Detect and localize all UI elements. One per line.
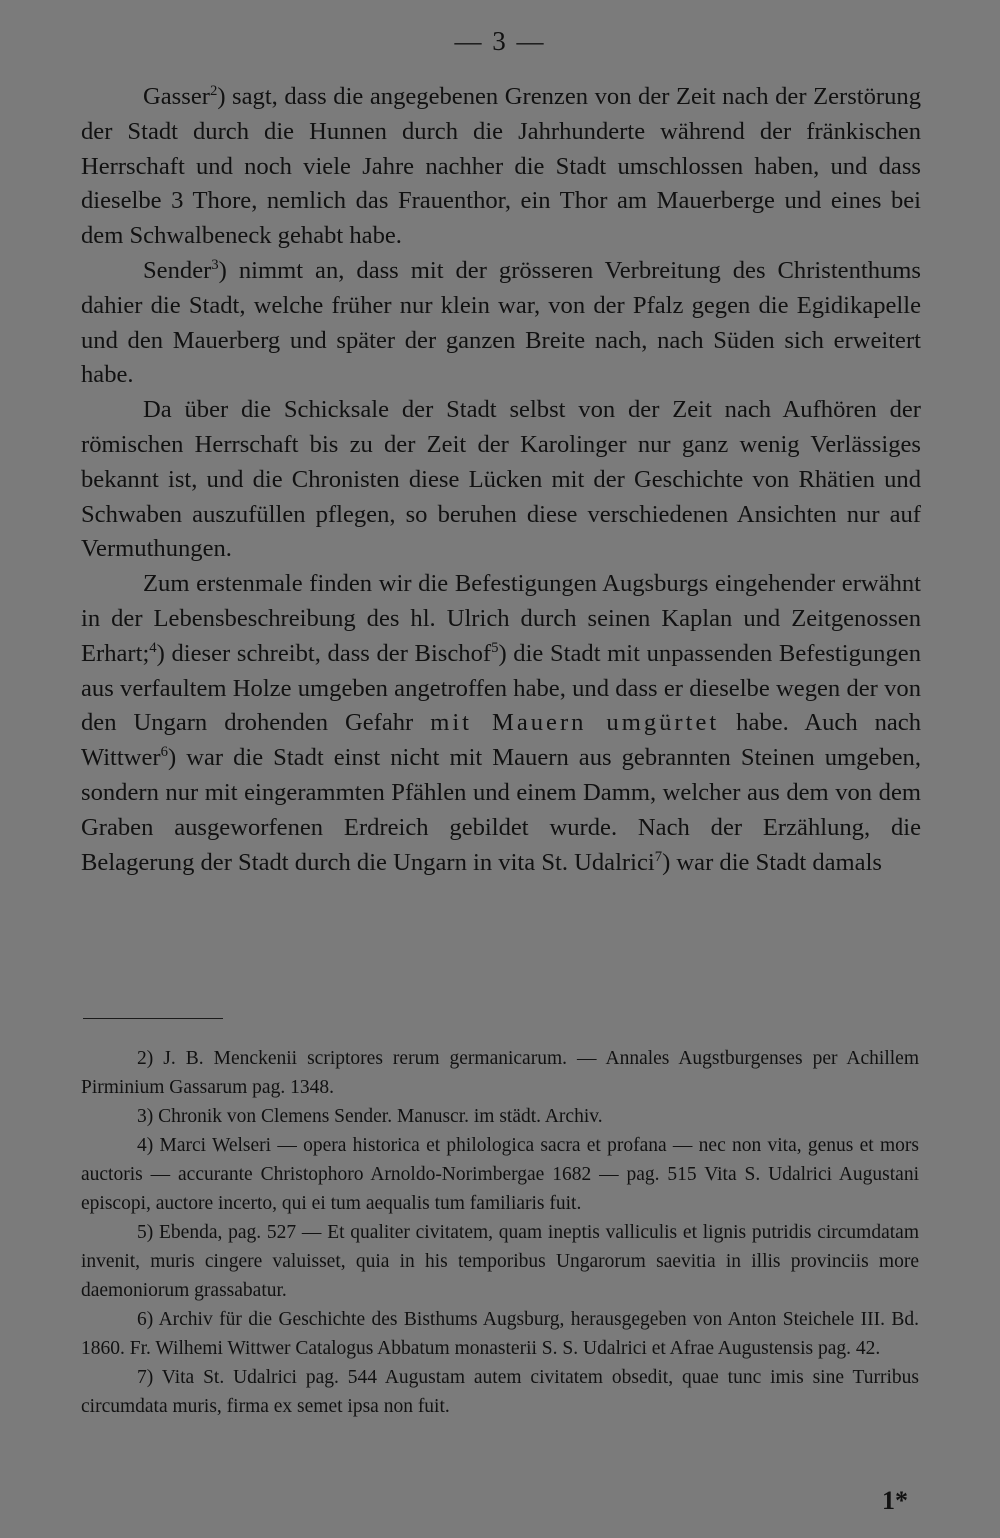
text-segment: Gasser <box>143 83 210 110</box>
footnote-ref-3: 3 <box>211 257 219 274</box>
text-segment: ) dieser schreibt, dass der Bischof <box>156 639 492 667</box>
text-segment: Sender <box>143 256 212 284</box>
text-segment: Zum erstenmale finden wir die Befestigungen Augsburgs eingehender erwähnt in der Lebensbeschreibung des hl. Ulrich durch seinen Kaplan und Zeitgenossen Erhart; <box>81 570 921 667</box>
paragraph-4 <box>81 567 921 880</box>
paragraph-3 <box>81 393 921 567</box>
footnote-ref-5: 5 <box>491 639 499 656</box>
text-segment: ) war die Stadt damals <box>662 848 882 876</box>
text-segment: ) war die Stadt einst nicht mit Mauern aus gebrannten Steinen umgeben, sondern nur mit eingerammten Pfählen und einem Damm, welcher aus dem von dem Graben ausgeworfenen Erdreich gebildet wurde. Nach der Erzählung, die Belagerung der Stadt durch die Ungarn in vita St. Udalrici <box>81 744 921 876</box>
text-segment: ) sagt, dass die angegebenen Grenzen von der Zeit nach der Zerstörung der Stadt durch die Hunnen durch die Jahrhunderte während der fränkischen Herrschaft und noch viele Jahre nachher die Stadt umschlossen haben, und dass dieselbe 3 Thore, nemlich das Frauenthor, ein Thor am Mauerberge und eines bei dem Schwalbeneck gehabt habe. <box>81 83 921 250</box>
text-segment: ) die Stadt mit unpassenden Befestigungen aus verfaultem Holze umgeben angetroffen habe, und dass er dieselbe wegen der von den Ungarn drohenden Gefahr <box>81 639 921 737</box>
text-segment: ) nimmt an, dass mit der grösseren Verbreitung des Christenthums dahier die Stadt, welche früher nur klein war, von der Pfalz gegen die Egidikapelle und den Mauerberg und später der ganzen Breite nach, nach Süden sich erweitert habe. <box>81 256 921 389</box>
footnote-3: 3) Chronik von Clemens Sender. Manuscr. im städt. Archiv. <box>137 1106 603 1127</box>
paragraph-2 <box>81 254 921 393</box>
page-number: — 3 — <box>454 26 546 56</box>
footnote-ref-2: 2 <box>209 83 218 100</box>
footnote-5: 5) Ebenda, pag. 527 — Et qualiter civitatem, quam ineptis valliculis et lignis putridis circumdatam invenit, muris cingere valuisset, quia in his temporibus Ungarorum saevitia in illis provinciis more daemoniorum grassabatur. <box>81 1222 919 1301</box>
main-text <box>81 80 921 880</box>
paragraph-1 <box>81 80 921 254</box>
footnotes <box>81 1044 919 1421</box>
signature-mark: 1* <box>882 1486 908 1515</box>
spaced-emphasis: mit Mauern umgürtet <box>430 709 720 737</box>
text-segment: habe. Auch nach Wittwer <box>81 709 922 772</box>
footnote-ref-6: 6 <box>160 744 168 761</box>
footnote-4: 4) Marci Welseri — opera historica et philologica sacra et profana — nec non vita, genus et mors auctoris — accurante Christophoro Arnoldo-Norimbergae 1682 — pag. 515 Vita S. Udalrici Augustani episcopi, auctore incerto, qui ei tum aequalis tum familiaris fuit. <box>81 1135 919 1214</box>
footnote-6: 6) Archiv für die Geschichte des Bisthums Augsburg, herausgegeben von Anton Steichele III. Bd. 1860. Fr. Wilhemi Wittwer Catalogus Abbatum monasterii S. S. Udalrici et Afrae Augustensis pag. 42. <box>81 1309 919 1359</box>
footnote-separator <box>83 1018 223 1019</box>
text-segment: Da über die Schicksale der Stadt selbst von der Zeit nach Aufhören der römischen Herrschaft bis zu der Zeit der Karolinger nur ganz wenig Verlässiges bekannt ist, und die Chronisten diese Lücken mit der Geschichte von Rhätien und Schwaben auszufüllen pflegen, so beruhen diese verschiedenen Ansichten nur auf Vermuthungen. <box>81 396 921 563</box>
footnote-ref-7: 7 <box>654 848 663 865</box>
footnote-ref-4: 4 <box>149 639 157 656</box>
footnote-7: 7) Vita St. Udalrici pag. 544 Augustam autem civitatem obsedit, quae tunc imis sine Turribus circumdata muris, firma ex semet ipsa non fuit. <box>81 1367 919 1417</box>
footnote-2: 2) J. B. Menckenii scriptores rerum germanicarum. — Annales Augstburgenses per Achillem Pirminium Gassarum pag. 1348. <box>81 1048 919 1098</box>
